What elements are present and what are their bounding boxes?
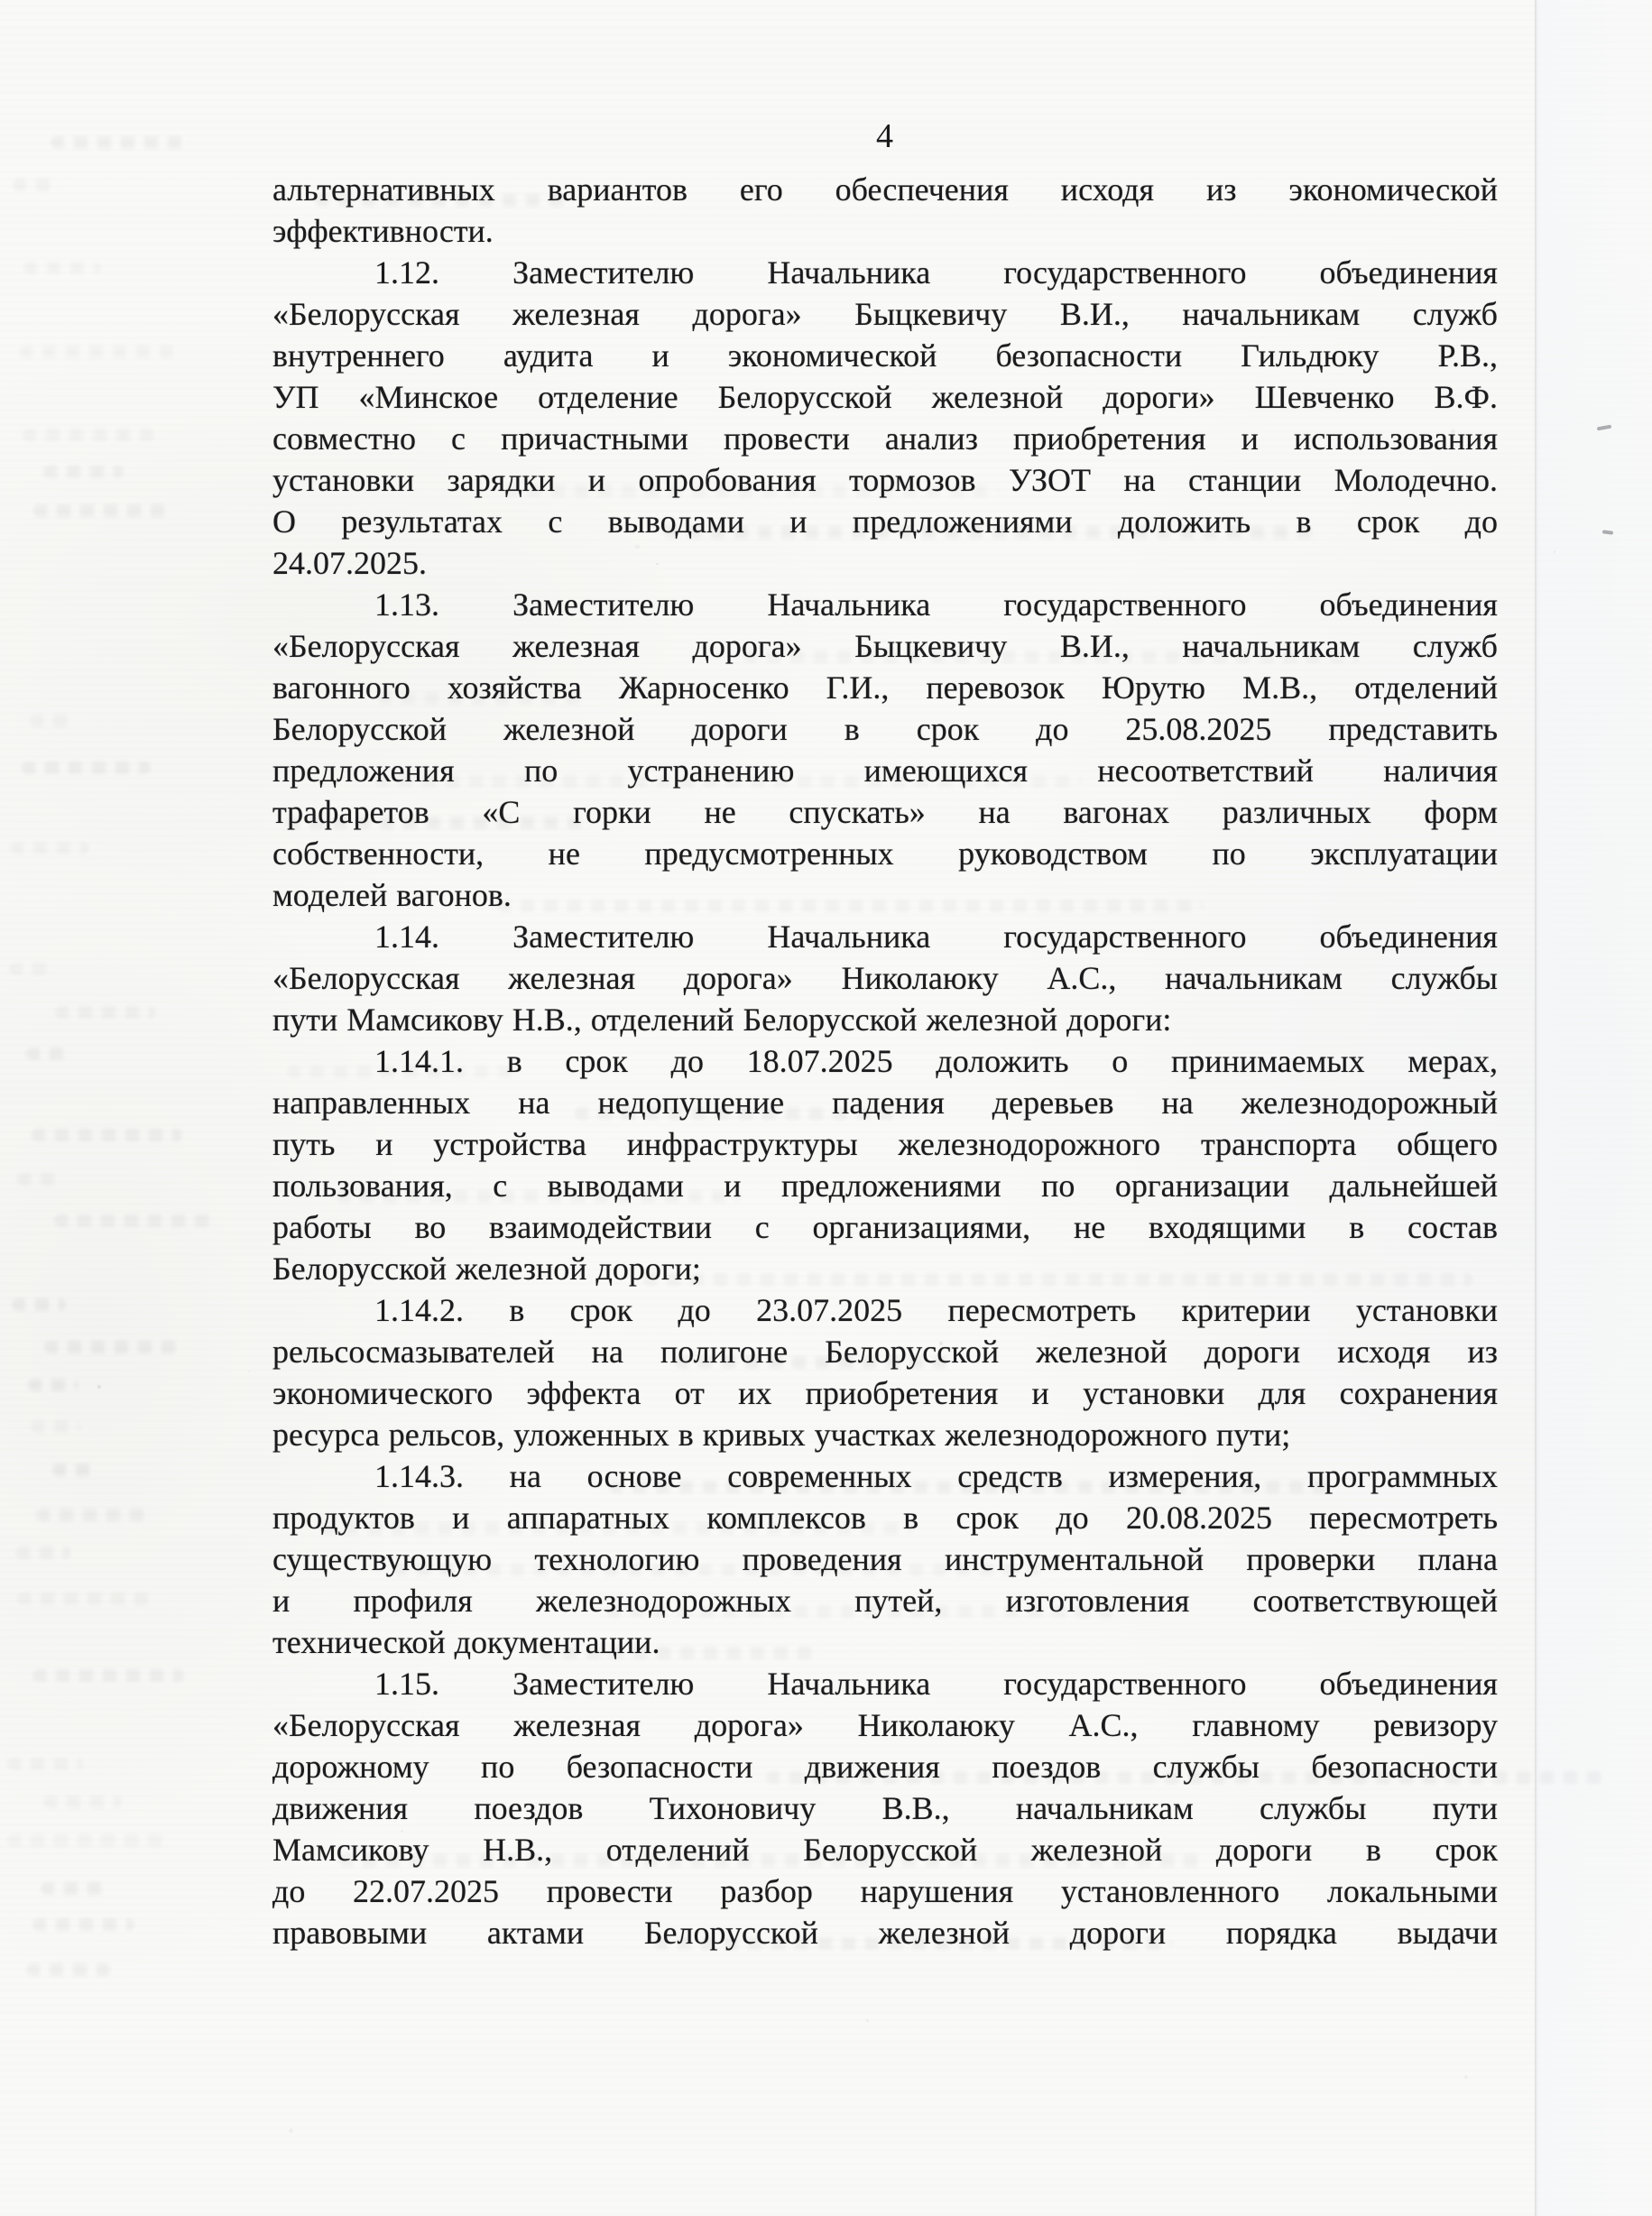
text-line: внутреннего аудита и экономической безопасности Гильдюку Р.В., <box>272 337 1498 374</box>
text-line: «Белорусская железная дорога» Быцкевичу В.И., начальникам служб <box>272 296 1498 332</box>
text-line: пользования, с выводами и предложениями по организации дальнейшей <box>272 1168 1498 1204</box>
bleedthrough-smudge <box>30 715 74 727</box>
scan-speck <box>1554 550 1556 553</box>
text-line: существующую технологию проведения инструментальной проверки плана <box>272 1541 1498 1577</box>
scan-speck <box>866 2019 869 2022</box>
bleedthrough-smudge <box>52 1463 97 1476</box>
bleedthrough-smudge <box>44 1341 178 1353</box>
text-line: Белорусской железной дороги; <box>272 1251 701 1287</box>
text-line: установки зарядки и опробования тормозов УЗОТ на станции Молодечно. <box>272 462 1498 498</box>
bleedthrough-smudge <box>10 842 89 854</box>
text-line: предложения по устранению имеющихся несоответствий наличия <box>272 753 1498 789</box>
paragraph-continuation <box>272 169 1498 252</box>
bleedthrough-smudge <box>7 1834 166 1847</box>
scan-speck <box>97 1385 101 1389</box>
text-line: «Белорусская железная дорога» Николаюку А.С., начальникам службы <box>272 960 1498 996</box>
text-line: 1.13. Заместителю Начальника государственного объединения <box>374 586 1498 623</box>
bleedthrough-smudge <box>26 1963 112 1976</box>
text-line: технической документации. <box>272 1624 660 1660</box>
bleedthrough-smudge <box>13 179 60 191</box>
scan-fold-line <box>1535 0 1537 2216</box>
page-number: 4 <box>876 117 894 155</box>
bleedthrough-smudge <box>32 1918 134 1931</box>
bleedthrough-smudge <box>12 1298 66 1311</box>
text-line: экономического эффекта от их приобретения и установки для сохранения <box>272 1375 1498 1411</box>
text-line: и профиля железнодорожных путей, изготовления соответствующей <box>272 1583 1498 1619</box>
text-line: 1.14.3. на основе современных средств измерения, программных <box>374 1458 1498 1494</box>
bleedthrough-smudge <box>22 762 151 774</box>
bleedthrough-smudge <box>54 1214 214 1227</box>
scan-speck <box>248 1371 250 1372</box>
bleedthrough-smudge <box>36 1509 152 1521</box>
text-line: УП «Минское отделение Белорусской железной дороги» Шевченко В.Ф. <box>272 379 1498 415</box>
text-line: работы во взаимодействии с организациями, не входящими в состав <box>272 1209 1498 1245</box>
text-line: 1.14. Заместителю Начальника государственного объединения <box>374 919 1498 955</box>
text-line: совместно с причастными провести анализ приобретения и использования <box>272 420 1498 457</box>
paragraph-1.14.3 <box>272 1455 1498 1663</box>
text-column <box>272 115 1498 1953</box>
bleedthrough-smudge <box>26 1048 70 1060</box>
text-line: «Белорусская железная дорога» Быцкевичу В.И., начальникам служб <box>272 628 1498 664</box>
text-line: эффективности. <box>272 213 494 249</box>
bleedthrough-smudge <box>16 1547 70 1559</box>
text-line: движения поездов Тихоновичу В.В., начальникам службы пути <box>272 1790 1498 1826</box>
text-line: до 22.07.2025 провести разбор нарушения установленного локальными <box>272 1873 1498 1909</box>
bleedthrough-smudge <box>32 1129 182 1141</box>
paragraph-1.15 <box>272 1663 1498 1953</box>
bleedthrough-smudge <box>31 1420 81 1433</box>
bleedthrough-smudge <box>19 346 181 358</box>
text-line: 24.07.2025. <box>272 545 427 581</box>
bleedthrough-smudge <box>23 429 157 441</box>
bleedthrough-smudge <box>41 1882 109 1895</box>
bleedthrough-smudge <box>55 1006 157 1019</box>
text-line: альтернативных вариантов его обеспечения исходя из экономической <box>272 171 1498 208</box>
bleedthrough-smudge <box>43 466 123 478</box>
bleedthrough-smudge <box>33 504 168 517</box>
text-line: моделей вагонов. <box>272 877 512 913</box>
text-line: дорожному по безопасности движения поездов службы безопасности <box>272 1749 1498 1785</box>
text-line: пути Мамсикову Н.В., отделений Белорусской железной дороги: <box>272 1002 1172 1038</box>
bleedthrough-smudge <box>23 262 101 274</box>
text-line: 1.14.1. в срок до 18.07.2025 доложить о принимаемых мерах, <box>374 1043 1498 1079</box>
scan-speck <box>289 2128 293 2133</box>
bleedthrough-smudge <box>17 1173 60 1186</box>
text-line: О результатах с выводами и предложениями доложить в срок до <box>272 503 1498 540</box>
bleedthrough-smudge <box>28 1379 78 1391</box>
scan-speck <box>1464 2075 1468 2079</box>
bleedthrough-smudge <box>17 1593 159 1605</box>
text-line: рельсосмазывателей на полигоне Белорусской железной дороги исходя из <box>272 1334 1498 1370</box>
scanner-right-strip <box>1537 0 1652 2216</box>
text-line: трафаретов «С горки не спускать» на вагонах различных форм <box>272 794 1498 830</box>
bleedthrough-smudge <box>9 963 53 975</box>
bleedthrough-smudge <box>43 1796 122 1808</box>
text-line: 1.15. Заместителю Начальника государственного объединения <box>374 1666 1498 1702</box>
text-line: вагонного хозяйства Жарносенко Г.И., перевозок Юрутю М.В., отделений <box>272 669 1498 706</box>
bleedthrough-smudge <box>32 1669 184 1682</box>
paragraph-1.12 <box>272 252 1498 584</box>
bleedthrough-smudge <box>51 136 192 149</box>
scan-mark <box>1602 530 1613 534</box>
text-line: 1.14.2. в срок до 23.07.2025 пересмотреть критерии установки <box>374 1292 1498 1328</box>
paragraph-1.14.1 <box>272 1040 1498 1289</box>
bleedthrough-smudge <box>7 1758 83 1770</box>
text-line: направленных на недопущение падения деревьев на железнодорожный <box>272 1085 1498 1121</box>
paragraph-1.14.2 <box>272 1289 1498 1455</box>
text-line: продуктов и аппаратных комплексов в срок до 20.08.2025 пересмотреть <box>272 1500 1498 1536</box>
text-line: Белорусской железной дороги в срок до 25.08.2025 представить <box>272 711 1498 747</box>
text-line: «Белорусская железная дорога» Николаюку А.С., главному ревизору <box>272 1707 1498 1743</box>
text-line: правовыми актами Белорусской железной дороги порядка выдачи <box>272 1915 1498 1951</box>
document-body <box>272 169 1498 1953</box>
paragraph-1.13 <box>272 584 1498 916</box>
text-line: ресурса рельсов, уложенных в кривых участках железнодорожного пути; <box>272 1417 1291 1453</box>
text-line: 1.12. Заместителю Начальника государственного объединения <box>374 254 1498 291</box>
text-line: путь и устройства инфраструктуры железнодорожного транспорта общего <box>272 1126 1498 1162</box>
paragraph-1.14 <box>272 916 1498 1040</box>
scan-mark <box>1597 425 1611 431</box>
text-line: Мамсикову Н.В., отделений Белорусской железной дороги в срок <box>272 1832 1498 1868</box>
text-line: собственности, не предусмотренных руководством по эксплуатации <box>272 836 1498 872</box>
